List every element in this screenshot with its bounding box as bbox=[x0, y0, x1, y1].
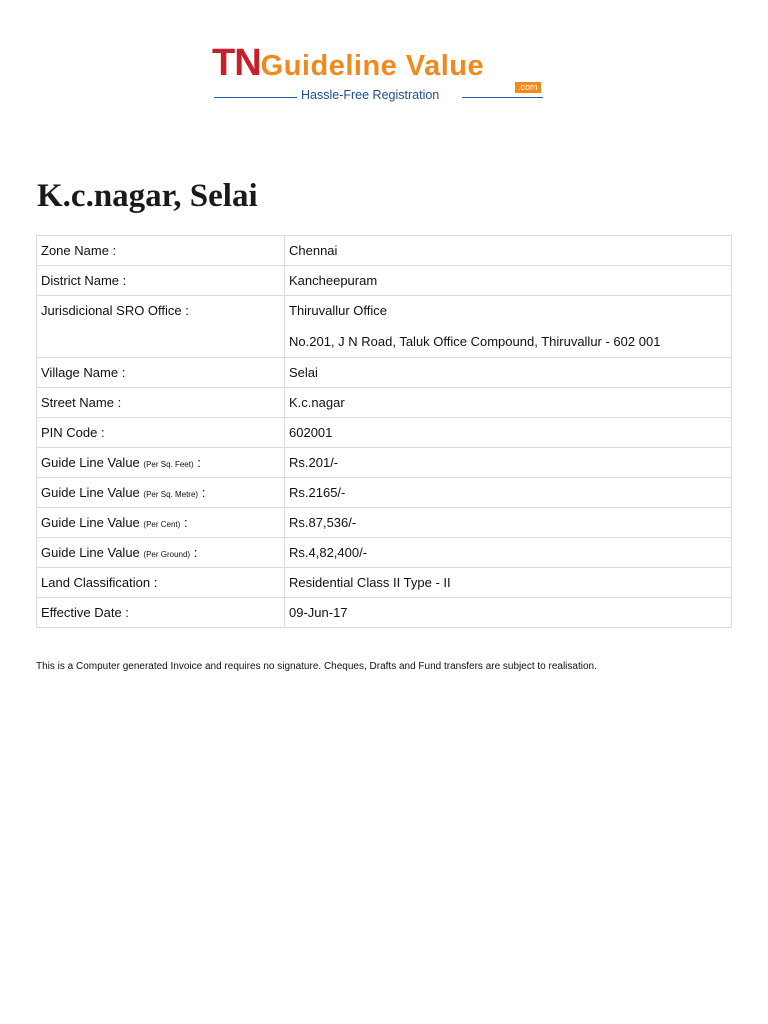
gv-sqft-value: Rs.201/- bbox=[285, 448, 732, 478]
district-value: Kancheepuram bbox=[285, 266, 732, 296]
table-row-street bbox=[37, 388, 732, 418]
gv-cent-unit: (Per Cent) bbox=[143, 520, 181, 529]
table-row-gv-ground bbox=[37, 538, 732, 568]
land-label: Land Classification : bbox=[37, 568, 285, 598]
table-row-effective bbox=[37, 598, 732, 628]
village-label: Village Name : bbox=[37, 358, 285, 388]
table-row-gv-sqm bbox=[37, 478, 732, 508]
gv-ground-label: Guide Line Value bbox=[41, 545, 140, 560]
zone-label: Zone Name : bbox=[37, 236, 285, 266]
gv-ground-unit: (Per Ground) bbox=[143, 550, 191, 559]
table-row-village bbox=[37, 358, 732, 388]
gv-ground-value: Rs.4,82,400/- bbox=[285, 538, 732, 568]
gv-cent-colon: : bbox=[183, 515, 188, 530]
table-row-zone bbox=[37, 236, 732, 266]
details-table bbox=[36, 235, 732, 628]
gv-sqft-label-cell bbox=[37, 448, 285, 478]
zone-value: Chennai bbox=[285, 236, 732, 266]
table-row-pin bbox=[37, 418, 732, 448]
sro-label: Jurisdicional SRO Office : bbox=[37, 296, 285, 358]
logo-divider-right bbox=[462, 97, 543, 98]
logo-divider-left bbox=[214, 97, 297, 98]
effective-label: Effective Date : bbox=[37, 598, 285, 628]
site-logo bbox=[212, 44, 548, 106]
gv-sqft-label: Guide Line Value bbox=[41, 455, 140, 470]
logo-com-badge: .com bbox=[515, 82, 541, 93]
table-row-district bbox=[37, 266, 732, 296]
gv-sqft-unit: (Per Sq. Feet) bbox=[143, 460, 194, 469]
page-title: K.c.nagar, Selai bbox=[37, 178, 258, 214]
logo-wordmark bbox=[212, 44, 484, 82]
pin-value: 602001 bbox=[285, 418, 732, 448]
district-label: District Name : bbox=[37, 266, 285, 296]
gv-ground-label-cell bbox=[37, 538, 285, 568]
street-label: Street Name : bbox=[37, 388, 285, 418]
gv-sqm-value: Rs.2165/- bbox=[285, 478, 732, 508]
gv-sqm-label-cell bbox=[37, 478, 285, 508]
sro-office-address: No.201, J N Road, Taluk Office Compound, Thiruvallur - 602 001 bbox=[289, 334, 661, 349]
table-row-gv-sqft bbox=[37, 448, 732, 478]
gv-cent-label-cell bbox=[37, 508, 285, 538]
gv-sqm-unit: (Per Sq. Metre) bbox=[143, 490, 199, 499]
logo-tn-text: TN bbox=[212, 42, 261, 84]
gv-sqm-colon: : bbox=[201, 485, 206, 500]
gv-cent-value: Rs.87,536/- bbox=[285, 508, 732, 538]
village-value: Selai bbox=[285, 358, 732, 388]
gv-sqft-colon: : bbox=[197, 455, 201, 470]
sro-office-name: Thiruvallur Office bbox=[289, 303, 388, 318]
gv-sqm-label: Guide Line Value bbox=[41, 485, 140, 500]
street-value: K.c.nagar bbox=[285, 388, 732, 418]
table-row-sro bbox=[37, 296, 732, 358]
footer-note: This is a Computer generated Invoice and requires no signature. Cheques, Drafts and Fund transfers are subject to realisation. bbox=[36, 661, 597, 672]
logo-tagline: Hassle-Free Registration bbox=[301, 88, 440, 102]
table-row-land bbox=[37, 568, 732, 598]
gv-ground-colon: : bbox=[193, 545, 198, 560]
table-row-gv-cent bbox=[37, 508, 732, 538]
land-value: Residential Class II Type - II bbox=[285, 568, 732, 598]
sro-value-cell bbox=[285, 296, 732, 358]
gv-cent-label: Guide Line Value bbox=[41, 515, 140, 530]
effective-value: 09-Jun-17 bbox=[285, 598, 732, 628]
logo-guideline-value-text: Guideline Value bbox=[260, 50, 485, 82]
pin-label: PIN Code : bbox=[37, 418, 285, 448]
